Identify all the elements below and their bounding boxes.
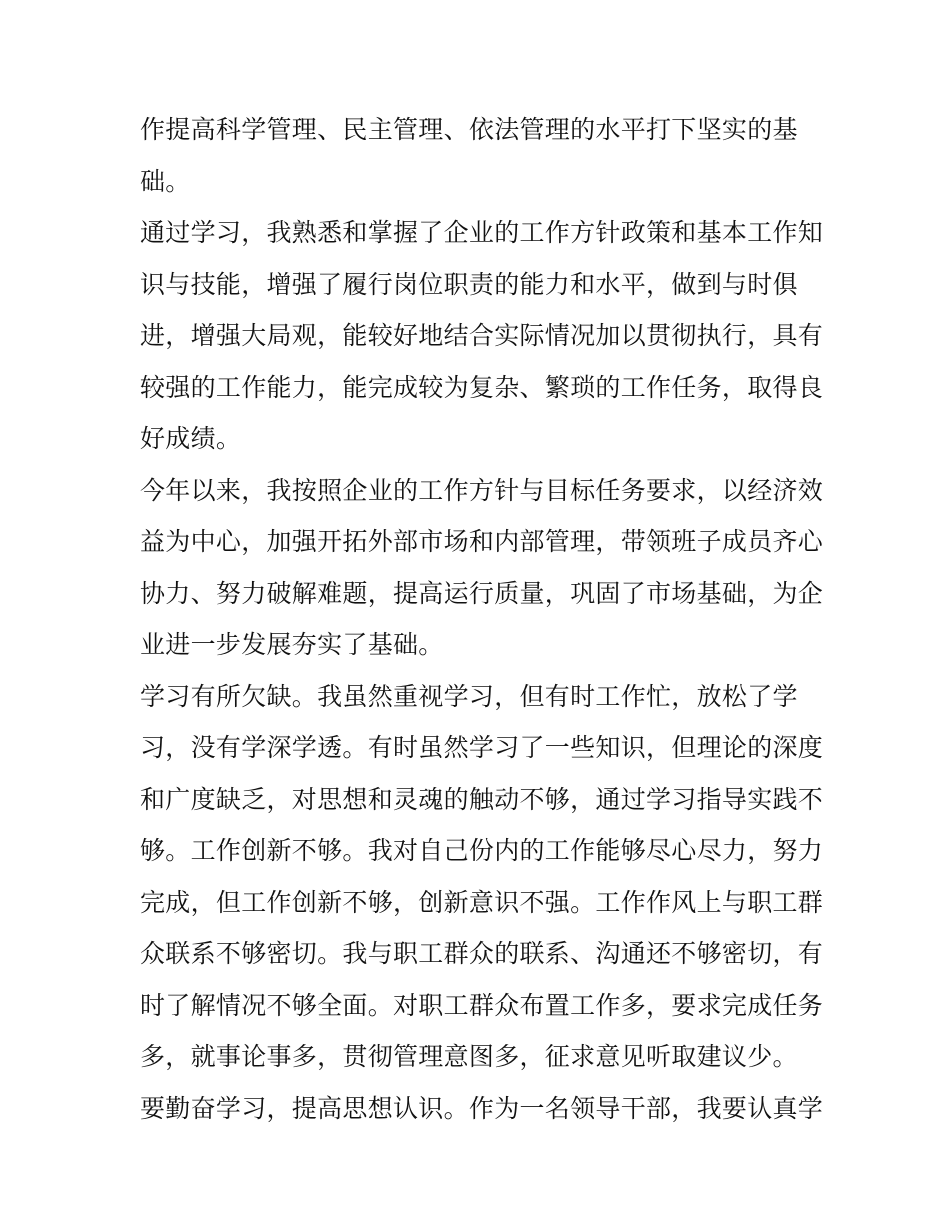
body-text <box>140 104 830 1134</box>
text-line: 较强的工作能力，能完成较为复杂、繁琐的工作任务，取得良 <box>140 372 824 402</box>
text-line: 进，增强大局观，能较好地结合实际情况加以贯彻执行，具有 <box>140 321 824 350</box>
text-line: 好成绩。 <box>140 424 242 453</box>
text-line: 和广度缺乏，对思想和灵魂的触动不够，通过学习指导实践不 <box>140 784 824 814</box>
text-line: 习，没有学深学透。有时虽然学习了一些知识，但理论的深度 <box>140 733 824 762</box>
text-line: 础。 <box>140 166 191 196</box>
text-line: 时了解情况不够全面。对职工群众布置工作多，要求完成任务 <box>140 990 824 1020</box>
text-line: 多，就事论事多，贯彻管理意图多，征求意见听取建议少。 <box>140 1042 798 1071</box>
text-line: 通过学习，我熟悉和掌握了企业的工作方针政策和基本工作知 <box>140 218 824 247</box>
text-line: 众联系不够密切。我与职工群众的联系、沟通还不够密切，有 <box>140 939 824 968</box>
text-line: 益为中心，加强开拓外部市场和内部管理，带领班子成员齐心 <box>140 527 824 556</box>
text-line: 业进一步发展夯实了基础。 <box>140 630 444 659</box>
text-line: 今年以来，我按照企业的工作方针与目标任务要求，以经济效 <box>140 475 824 505</box>
text-line: 够。工作创新不够。我对自己份内的工作能够尽心尽力，努力 <box>140 836 824 865</box>
text-line: 作提高科学管理、民主管理、依法管理的水平打下坚实的基 <box>140 115 798 144</box>
text-line: 要勤奋学习，提高思想认识。作为一名领导干部，我要认真学 <box>140 1093 824 1123</box>
text-line: 完成，但工作创新不够，创新意识不强。工作作风上与职工群 <box>140 887 824 917</box>
text-line: 识与技能，增强了履行岗位职责的能力和水平，做到与时俱 <box>140 269 798 299</box>
text-line: 学习有所欠缺。我虽然重视学习，但有时工作忙，放松了学 <box>140 681 798 711</box>
text-line: 协力、努力破解难题，提高运行质量，巩固了市场基础，为企 <box>140 578 824 608</box>
